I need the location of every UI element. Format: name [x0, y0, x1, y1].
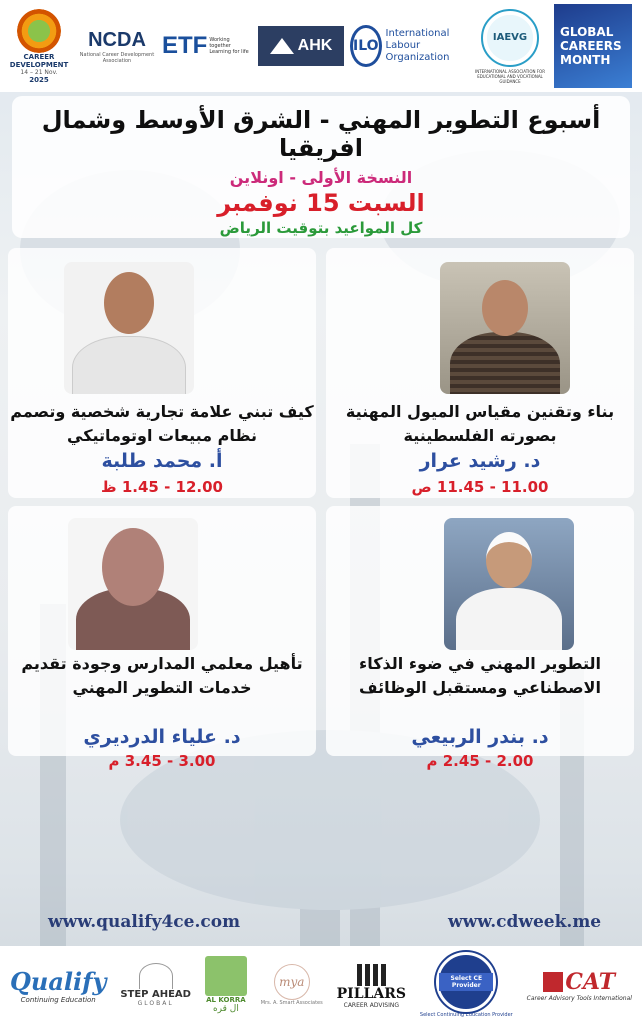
ilo-emblem-icon: ILO	[350, 25, 382, 67]
speaker-photo	[440, 262, 570, 394]
flag-icon	[543, 972, 563, 992]
session-title: التطوير المهني في ضوء الذكاء الاصطناعي ومستقبل الوظائف	[359, 654, 601, 697]
speaker-name: د. رشيد عرار	[419, 450, 541, 472]
seal-icon: Select CE Provider	[436, 952, 496, 1012]
session-title: بناء وتقنين مقياس الميول المهنية بصورته الفلسطينية	[345, 402, 615, 445]
session-time: 3.00 - 3.45 م	[108, 752, 216, 770]
speaker-name: أ. محمد طلبة	[101, 450, 223, 472]
step-ahead-logo: STEP AHEAD GLOBAL	[120, 963, 191, 1007]
speaker-photo	[444, 518, 574, 650]
timezone-note: كل المواعيد بتوقيت الرياض	[219, 219, 423, 237]
event-title: أسبوع التطوير المهني - الشرق الأوسط وشمال افريقيا	[41, 106, 601, 162]
event-edition: النسخة الأولى - اونلاين	[229, 168, 413, 187]
session-card	[8, 506, 316, 770]
tree-icon	[205, 956, 247, 996]
session-title: كيف تبني علامة تجارية شخصية وتصمم نظام مبيعات اوتوماتيكي	[10, 402, 314, 445]
tree-icon	[17, 9, 61, 53]
ilo-logo: ILO International Labour Organization	[350, 25, 466, 67]
speaker-name: د. بندر الربيعي	[411, 726, 549, 748]
speaker-photo	[64, 262, 194, 394]
network-globe-icon: IAEVG	[481, 9, 539, 67]
session-time: 11.00 - 11.45 ص	[411, 478, 549, 496]
session-time: 2.00 - 2.45 م	[426, 752, 534, 770]
session-title: تأهيل معلمي المدارس وجودة تقديم خدمات التطوير المهني	[21, 654, 303, 697]
session-card	[8, 248, 316, 498]
iaevg-logo: IAEVG INTERNATIONAL ASSOCIATION FOR EDUCATIONAL AND VOCATIONAL GUIDANCE	[472, 9, 548, 84]
partner-logos-top	[0, 0, 642, 92]
session-card	[326, 506, 634, 770]
event-header	[12, 96, 630, 238]
speaker-name: د. علياء الدرديري	[83, 726, 241, 748]
website-link-left[interactable]: www.qualify4ce.com	[48, 912, 241, 932]
qualify-logo: Qualify Continuing Education	[10, 966, 107, 1004]
sponsor-logos-bottom	[0, 946, 642, 1024]
website-link-right[interactable]: www.cdweek.me	[448, 912, 602, 932]
mya-logo: mya Mrs. A. Smart Associates	[261, 964, 323, 1006]
session-card	[326, 248, 634, 498]
career-development-logo: CAREER DEVELOPMENT 14 – 21 Nov. 2025	[6, 4, 72, 88]
ncda-credentialing-logo: Select CE Provider Select Continuing Education Provider	[420, 952, 513, 1018]
session-time: 12.00 - 1.45 ظ	[101, 478, 223, 496]
mountain-icon	[270, 38, 294, 54]
star-arc-icon	[139, 963, 173, 989]
pillars-icon	[357, 962, 386, 986]
ahk-logo: AHK	[258, 26, 344, 66]
ncda-logo: NCDA National Career Development Association	[79, 28, 155, 64]
speaker-photo	[68, 518, 198, 650]
etf-logo: ETF Working together Learning for life	[162, 32, 249, 59]
cat-logo: CAT Career Advisory Tools International	[526, 968, 632, 1002]
event-date: السبت 15 نوفمبر	[217, 189, 425, 217]
alkorra-logo: AL KORRA ال قره	[205, 956, 247, 1014]
pillars-logo: PILLARS CAREER ADVISING	[337, 962, 406, 1009]
global-careers-month-logo: GLOBAL CAREERS MONTH	[554, 4, 632, 88]
